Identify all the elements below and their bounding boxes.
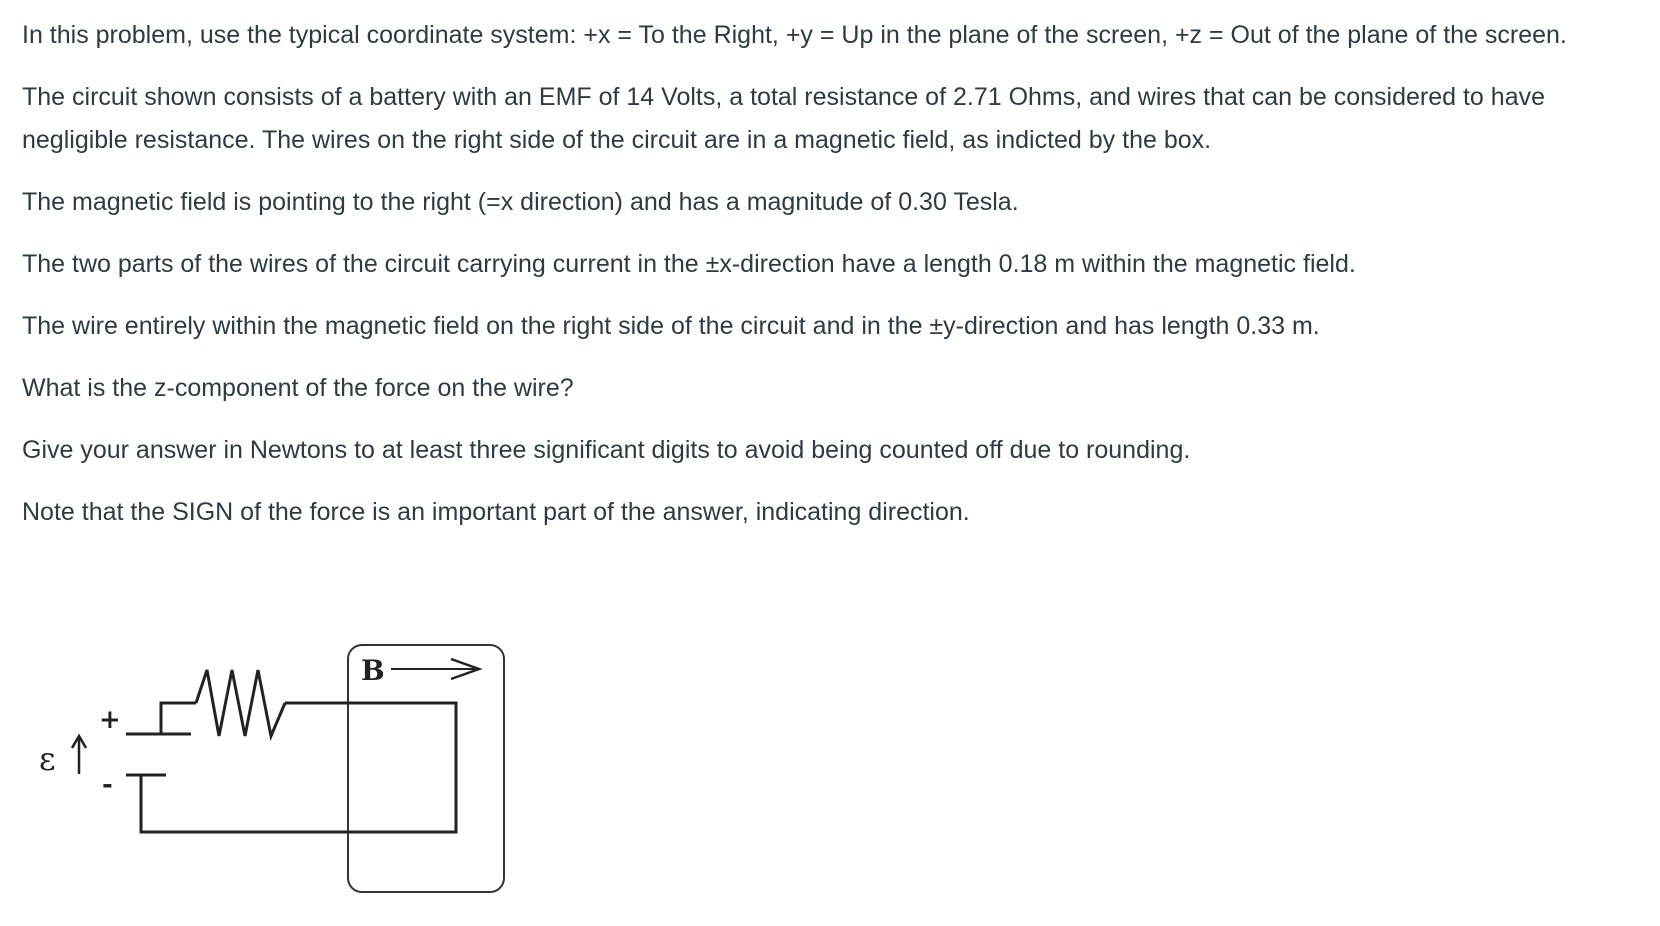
x-wire-length-paragraph: The two parts of the wires of the circuit carrying current in the ±x-direction have a length 0.18 m within the magnetic field.: [22, 250, 1356, 278]
emf-symbol: ε: [39, 740, 56, 778]
magnetic-field-paragraph: The magnetic field is pointing to the right (=x direction) and has a magnitude of 0.30 Tesla.: [22, 188, 1019, 216]
field-label: B: [361, 654, 385, 687]
question-prompt: What is the z-component of the force on the wire?: [22, 374, 574, 402]
sign-note: Note that the SIGN of the force is an important part of the answer, indicating direction.: [22, 498, 970, 526]
resistor: [196, 670, 285, 736]
circuit-description-paragraph: The circuit shown consists of a battery with an EMF of 14 Volts, a total resistance of 2.71 Ohms, and wires that can be considered to have negligible resistance. The wires on the right side of the circuit are in a magnetic field, as indicted by the box.: [22, 83, 1545, 154]
field-arrow: [391, 659, 479, 679]
coordinate-system-paragraph: In this problem, use the typical coordinate system: +x = To the Right, +y = Up in the plane of the screen, +z = Out of the plane of the screen.: [22, 21, 1567, 49]
battery-plus-label: +: [99, 705, 121, 735]
question-text: [22, 14, 1652, 553]
circuit-diagram: [36, 630, 526, 910]
top-wire-to-loop: [141, 703, 456, 832]
top-wire: [161, 703, 196, 734]
y-wire-length-paragraph: The wire entirely within the magnetic field on the right side of the circuit and in the ±y-direction and has length 0.33 m.: [22, 312, 1320, 340]
answer-instructions: Give your answer in Newtons to at least three significant digits to avoid being counted off due to rounding.: [22, 436, 1191, 464]
battery-minus-label: -: [102, 770, 113, 800]
emf-arrow: [72, 736, 86, 774]
